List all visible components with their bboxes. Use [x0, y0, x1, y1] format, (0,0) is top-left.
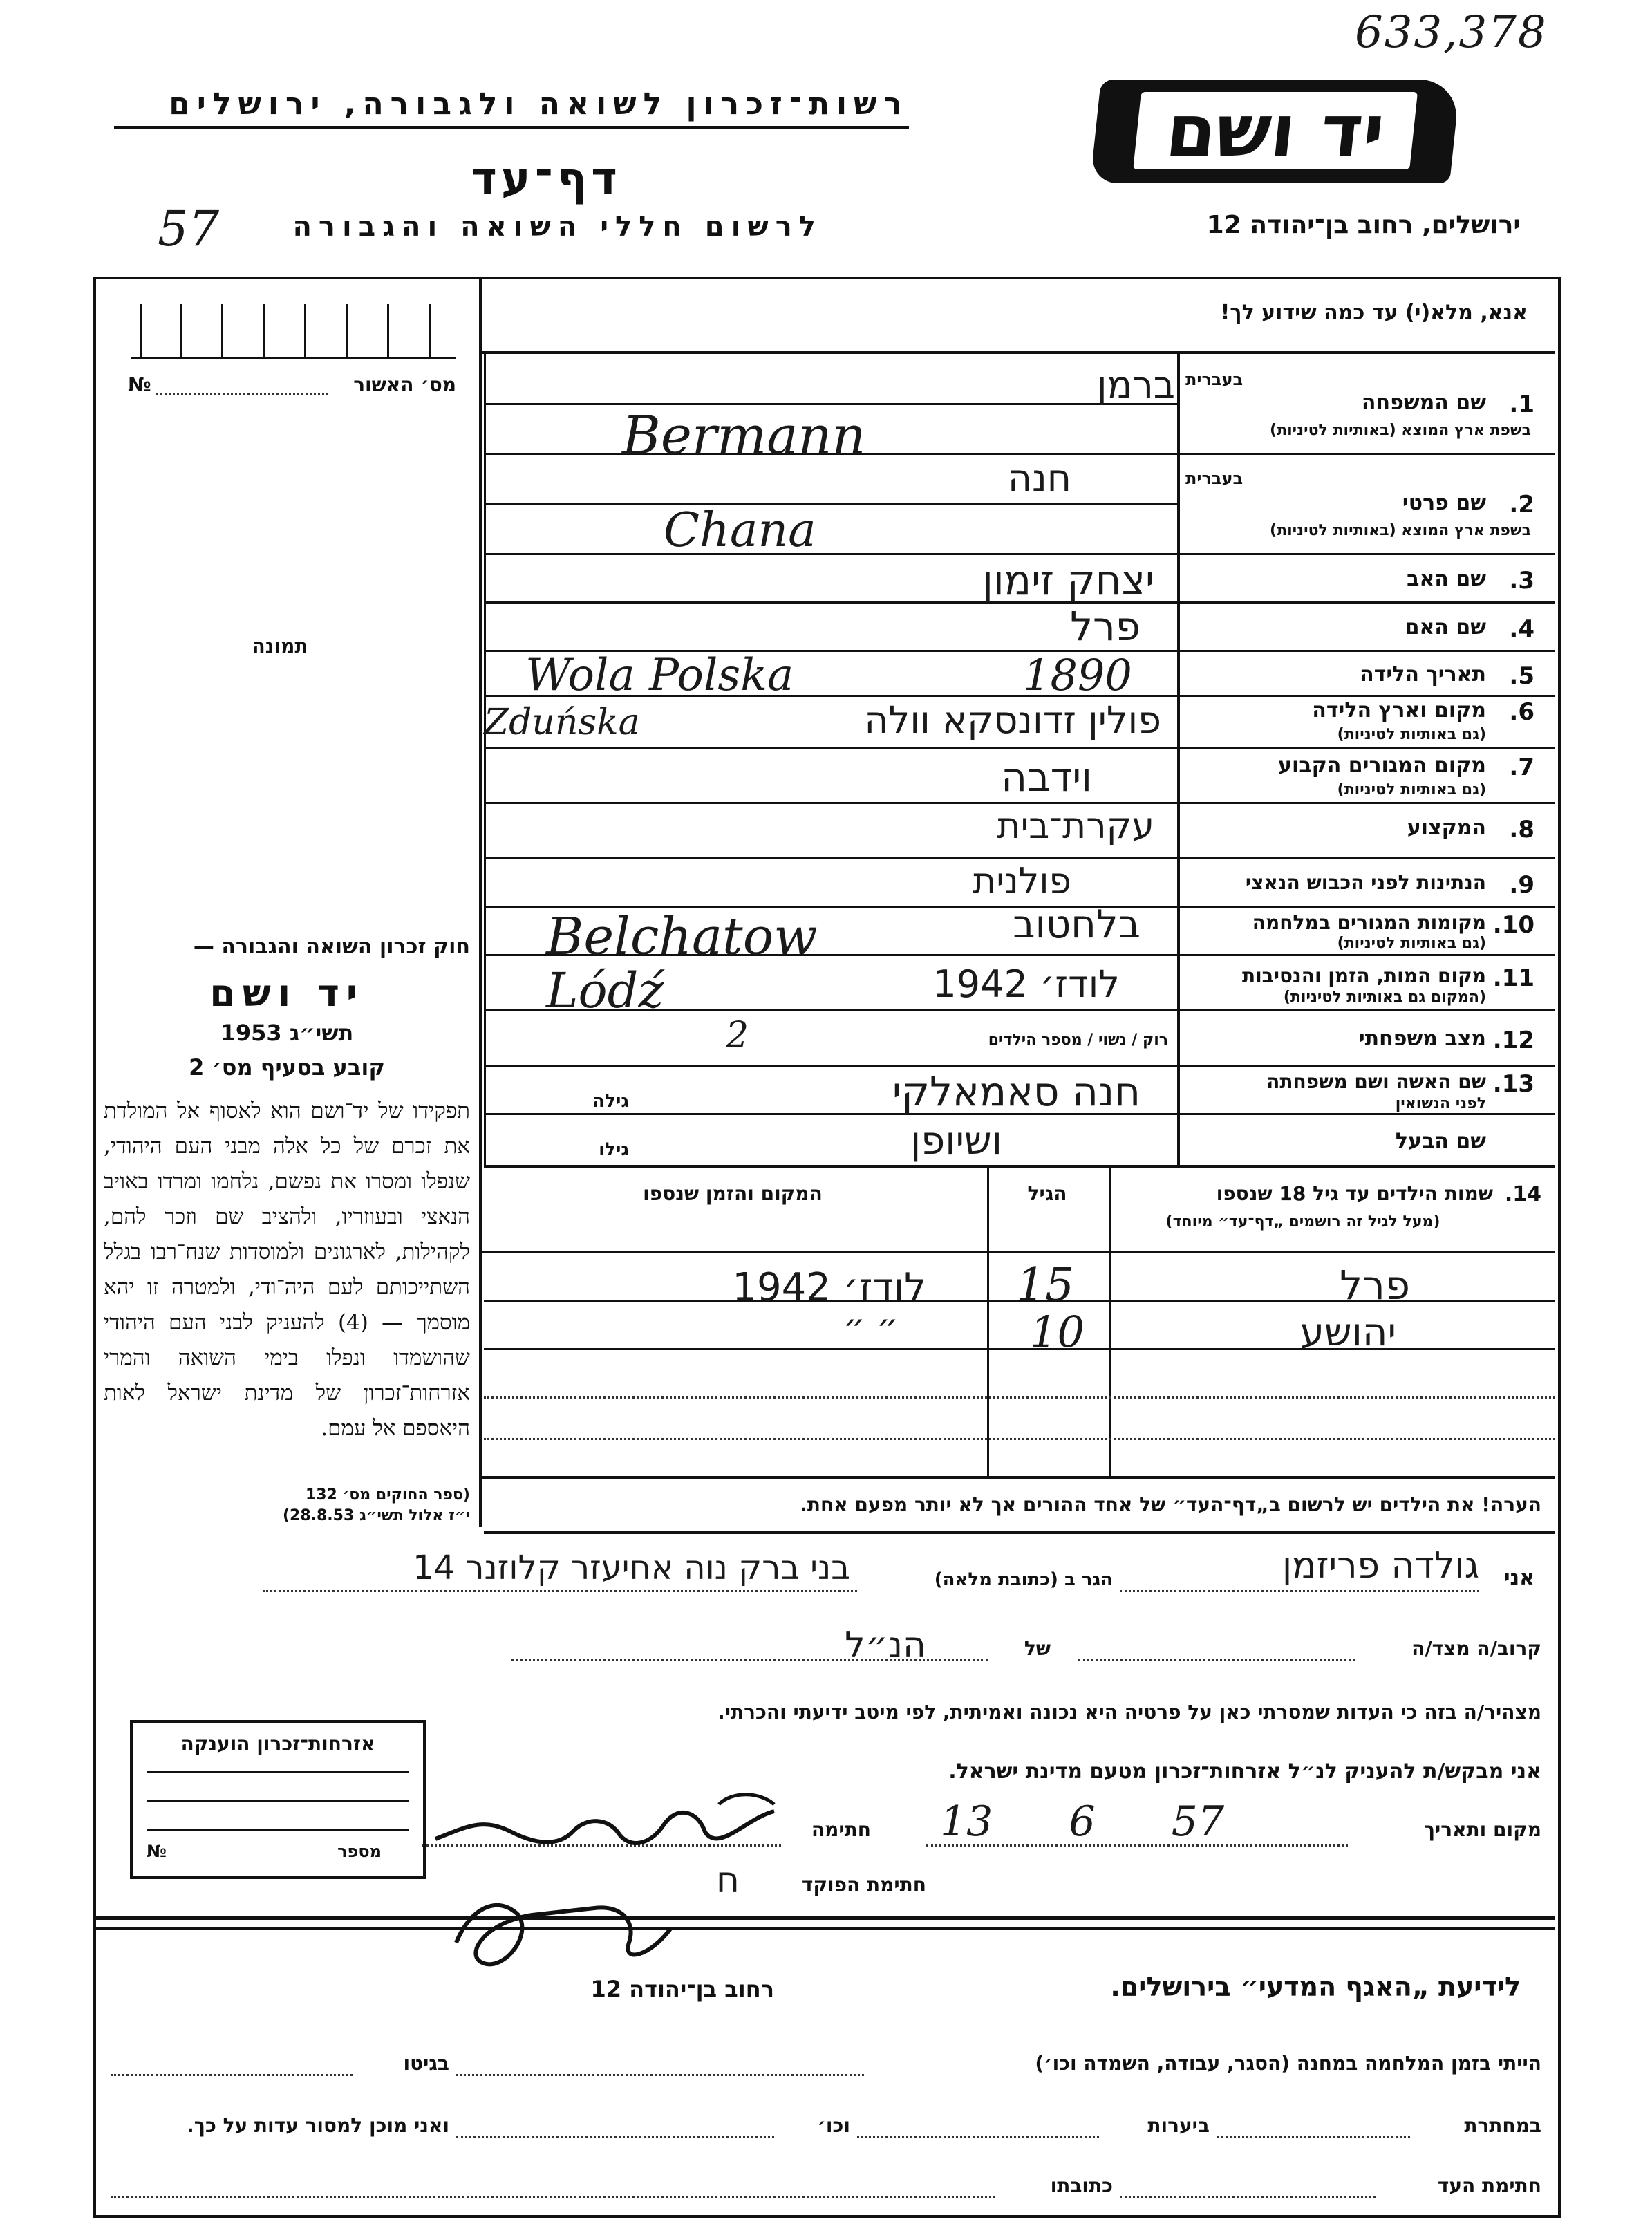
footer-address-line: [111, 2196, 995, 2198]
footer-underground-label: במחתרת: [1464, 2114, 1541, 2137]
field-2-hebrew-tag: בעברית: [1185, 469, 1243, 488]
children-table-bottom: [481, 1476, 1555, 1479]
children-col-divider: [1109, 1165, 1111, 1476]
footer-title: לידיעת „האגף המדעי״ בירושלים.: [1110, 1972, 1521, 2002]
child-1-place: לודז׳ 1942: [732, 1265, 926, 1310]
field-10-value: בלחטוב: [1013, 902, 1141, 947]
date-line: [926, 1844, 1348, 1847]
declarant-address: בני ברק נוה אחיעזר קלוזנר 14: [413, 1549, 850, 1587]
row-sep: [1177, 906, 1555, 908]
row-sep: [1177, 857, 1555, 859]
law-text: תפקידו של יד־ושם הוא לאסוף אל המולדת את זכרם של כל אלה מבני העם היהודי, שנפלו ומסרו את נפשם, נלחמו ומרדו באויב הנאצי ובעוזריו, ולהציב שם וזכר להם, לקהילות, לארגונים ולמוסדות שנח־רבו בגלל השתייכותם לעם היה־ודי, ולמטרה זו יהא מוסמך — (4) להעניק לבני העם היהודי שהושמדו ונפלו בימי השואה והמרי אזרחות־זכרון של מדינת ישראל לאות היאספם אל עמם.: [104, 1099, 470, 1441]
field-5-label: תאריך הלידה: [1360, 662, 1486, 686]
officer-signature-stroke: [456, 1905, 670, 1964]
field-6-value: פולין זדונסקא וולה: [864, 698, 1161, 742]
place-date-label: מקום ותאריך: [1423, 1818, 1541, 1841]
field-1-hebrew-tag: בעברית: [1185, 370, 1243, 389]
signature-label: חתימה: [811, 1818, 871, 1841]
field-10-label: מקומות המגורים במלחמה: [1252, 911, 1486, 934]
field-2-value-latin: Chana: [664, 503, 816, 558]
statement-text: מצהיר/ה בזה כי העדות שמסרתי כאן על פרטיה היא נכונה ואמיתית, לפי מיטב ידיעתי והכרתי.: [717, 1701, 1541, 1723]
signature-stroke: [719, 1795, 774, 1804]
children-col-divider: [987, 1165, 989, 1476]
husband-label: שם הבעל: [1395, 1129, 1486, 1153]
footer-divider: [96, 1927, 1555, 1930]
declarant-name-line: [1120, 1590, 1479, 1592]
request-text: אני מבקש/ת להעניק לנ״ל אזרחות־זכרון מטעם מדינת ישראל.: [948, 1759, 1541, 1784]
document-number: 633,378: [1355, 7, 1548, 58]
child-1-name: פרל: [1340, 1262, 1410, 1309]
field-11-value-latin: Lódź: [546, 962, 664, 1019]
field-13-number: 13.: [1492, 1070, 1534, 1098]
citizenship-line: [147, 1771, 409, 1773]
field-10-value-latin: Belchatow: [546, 907, 818, 966]
field-13-sub: לפני הנשואין: [1395, 1095, 1486, 1112]
footer-camp-line: [456, 2074, 864, 2076]
field-4-label: שם האם: [1405, 615, 1486, 639]
row-sep: [1177, 747, 1555, 749]
note-divider: [484, 1531, 1555, 1534]
officer-initials: ח: [716, 1860, 740, 1901]
children-row-sep: [484, 1396, 1555, 1399]
field-13-value: חנה סאמאלקי: [892, 1068, 1141, 1115]
field-3-value: יצחק זימון: [982, 557, 1154, 604]
row-sep: [1177, 1009, 1555, 1011]
relative-line: [1078, 1659, 1355, 1661]
law-date: י״ז אלול תשי״ג 28.8.53): [282, 1507, 470, 1524]
margin-note: 57: [158, 200, 220, 257]
field-9-label: הנתינות לפני הכבוש הנאצי: [1245, 871, 1486, 894]
value-sep: [484, 503, 1177, 505]
row-sep: [1177, 453, 1555, 455]
citizenship-box: [130, 1720, 426, 1879]
intro-instruction: אנא, מלא(י) עד כמה שידוע לך!: [1220, 301, 1528, 325]
children-row-sep: [484, 1438, 1555, 1440]
yad-vashem-logo: [1090, 80, 1461, 183]
citizenship-title: אזרחות־זכרון הוענקה: [180, 1732, 375, 1755]
children-col-place: המקום והזמן שנספו: [643, 1182, 823, 1205]
footer-ghetto-line: [111, 2074, 353, 2076]
children-number: 14.: [1504, 1182, 1541, 1206]
photo-label: תמונה: [252, 635, 308, 657]
declaration-ani: אני: [1503, 1566, 1534, 1590]
declarant-signature: [429, 1777, 788, 1874]
field-13-age-label: גילה: [592, 1091, 629, 1112]
value-sep: [484, 857, 1177, 859]
approval-number-prefix: №: [128, 373, 151, 396]
citizenship-line: [147, 1800, 409, 1802]
footer-ghetto-label: בגיטו: [403, 2052, 449, 2075]
officer-label: חתימת הפוקד: [801, 1874, 926, 1896]
signature-stroke: [435, 1811, 774, 1843]
row-sep: [1177, 601, 1555, 604]
field-7-label: מקום המגורים הקבוע: [1278, 754, 1486, 778]
value-sep: [484, 802, 1177, 804]
field-9-number: 9.: [1509, 871, 1534, 899]
field-6-number: 6.: [1509, 698, 1534, 726]
label-column-divider: [1177, 353, 1180, 1165]
declarant-name: גולדה פריזמן: [1282, 1545, 1479, 1587]
field-5-birthplace-latin: Wola Polska: [525, 650, 794, 701]
field-2-value-hebrew: חנה: [1007, 456, 1071, 500]
husband-age-label: גילו: [599, 1139, 629, 1160]
left-column-divider: [479, 279, 482, 1527]
footer-witness-signature-line: [1120, 2196, 1376, 2198]
approval-stub-lines: [131, 304, 456, 359]
authority-name: רשות־זכרון לשואה ולגבורה, ירושלים: [114, 86, 909, 129]
footer-forests-label: ביערות: [1147, 2114, 1210, 2137]
field-1-sub: בשפת ארץ המוצא (באותיות לטיניות): [1270, 422, 1531, 439]
field-12-value: 2: [726, 1015, 749, 1056]
field-10-number: 10.: [1492, 911, 1534, 939]
field-4-value: פרל: [1070, 603, 1141, 650]
field-6-sub: (גם באותיות לטיניות): [1337, 726, 1486, 743]
field-2-label: שם פרטי: [1402, 491, 1486, 515]
row-sep: [1177, 650, 1555, 652]
row-sep: [1177, 1065, 1555, 1067]
field-12-label: מצב משפחתי: [1358, 1027, 1486, 1051]
footer-witness-signature-label: חתימת העד: [1437, 2174, 1541, 2197]
field-3-label: שם האב: [1407, 567, 1486, 591]
resides-label: הגר ב (כתובת מלאה): [934, 1569, 1113, 1590]
field-1-label: שם המשפחה: [1361, 391, 1486, 415]
footer-address-label: כתובתו: [1050, 2174, 1113, 2197]
logo-text: יד ושם: [1133, 92, 1418, 169]
child-2-name: יהושע: [1299, 1310, 1396, 1355]
footer-willing-label: ואני מוכן למסור עדות על כך.: [187, 2114, 449, 2137]
field-5-number: 5.: [1509, 662, 1534, 690]
footer-underground-line: [1217, 2136, 1410, 2138]
field-8-label: המקצוע: [1407, 816, 1486, 840]
field-13-label: שם האשה ושם משפחתה: [1266, 1070, 1486, 1093]
law-title: חוק זכרון השואה והגבורה —: [193, 935, 470, 959]
children-note: הערה! את הילדים יש לרשום ב„דף־העד״ של אחד ההורים אך לא יותר מפעם אחת.: [800, 1493, 1541, 1516]
field-6-value-latin: Zduńska: [484, 702, 640, 743]
relation-line: [511, 1659, 988, 1661]
relation-value: הנ״ל: [845, 1625, 926, 1666]
value-sep: [484, 747, 1177, 749]
footer-divider: [96, 1916, 1555, 1920]
intro-divider: [481, 351, 1555, 354]
child-2-place: ״ ״: [843, 1307, 899, 1347]
law-clause: קובע בסעיף מס׳ 2: [189, 1054, 385, 1081]
address-line: [263, 1590, 857, 1592]
citizenship-number-label: מספר: [337, 1842, 382, 1861]
children-title: שמות הילדים עד גיל 18 שנספו: [1216, 1182, 1493, 1205]
officer-signature: [442, 1867, 705, 1984]
field-7-sub: (גם באותיות לטיניות): [1337, 781, 1486, 798]
row-sep: [1177, 695, 1555, 697]
children-col-age: הגיל: [1027, 1182, 1067, 1205]
footer-forests-line: [857, 2136, 1099, 2138]
field-5-birth-year: 1890: [1023, 650, 1132, 700]
row-sep: [1177, 553, 1555, 555]
citizenship-number-prefix: №: [147, 1842, 167, 1861]
field-11-label: מקום המות, הזמן והנסיבות: [1241, 964, 1486, 987]
relative-label: קרוב/ה מצד/ה: [1411, 1637, 1541, 1660]
law-reference: (ספר החוקים מס׳ 132: [305, 1486, 470, 1504]
citizenship-line: [147, 1829, 409, 1831]
field-4-number: 4.: [1509, 615, 1534, 643]
field-12-number: 12.: [1492, 1027, 1534, 1054]
field-8-value: עקרת־בית: [997, 805, 1154, 847]
field-11-sub: (המקום גם באותיות לטיניות): [1283, 989, 1486, 1006]
value-sep: [484, 553, 1177, 555]
field-10-sub: (גם באותיות לטיניות): [1337, 935, 1486, 952]
field-6-label: מקום וארץ הלידה: [1312, 698, 1486, 722]
field-1-number: 1.: [1509, 391, 1534, 418]
row-sep: [1177, 954, 1555, 956]
value-column-left-border: [484, 353, 486, 1165]
field-9-value: פולנית: [973, 861, 1071, 902]
field-2-number: 2.: [1509, 491, 1534, 518]
field-3-number: 3.: [1509, 567, 1534, 595]
field-11-value: לודז׳ 1942: [932, 962, 1120, 1006]
field-8-number: 8.: [1509, 816, 1534, 843]
of-label: של: [1024, 1637, 1051, 1660]
children-header-sep: [481, 1251, 1555, 1253]
date-value: 13 6 57: [940, 1797, 1225, 1846]
field-1-value-latin: Bermann: [622, 404, 866, 466]
field-12-hint: רוק / נשוי / מספר הילדים: [988, 1031, 1168, 1049]
field-7-value: וידבה: [1001, 754, 1092, 801]
footer-etc-line: [456, 2136, 774, 2138]
value-sep: [484, 1065, 1177, 1067]
form-subtitle: לרשום חללי השואה והגבורה: [292, 211, 823, 243]
value-sep: [484, 1165, 1555, 1168]
footer-address: רחוב בן־יהודה 12: [590, 1976, 774, 2002]
approval-number-line: [156, 393, 328, 395]
row-sep: [1177, 1113, 1555, 1115]
husband-value: ושיופן: [910, 1119, 1002, 1164]
child-2-age: 10: [1030, 1307, 1085, 1357]
field-2-sub: בשפת ארץ המוצא (באותיות לטיניות): [1270, 522, 1531, 539]
law-logo: יד ושם: [209, 971, 364, 1015]
header-address: ירושלים, רחוב בן־יהודה 12: [1206, 211, 1521, 239]
children-title-sub: (מעל לגיל זה רושמים „דף־עד״ מיוחד): [1165, 1213, 1440, 1231]
field-1-value-hebrew: ברמן: [1096, 363, 1175, 407]
law-year: תשי״ג 1953: [220, 1020, 354, 1046]
footer-camp-label: הייתי בזמן המלחמה במחנה (הסגר, עבודה, השמדה וכו׳): [1035, 2052, 1541, 2075]
child-1-age: 15: [1016, 1258, 1074, 1311]
field-7-number: 7.: [1509, 754, 1534, 781]
field-11-number: 11.: [1492, 964, 1534, 992]
form-title: דף־עד: [471, 153, 621, 205]
approval-number-label: מס׳ האשור: [353, 373, 456, 396]
row-sep: [1177, 802, 1555, 804]
footer-etc-label: וכו׳: [817, 2114, 850, 2137]
